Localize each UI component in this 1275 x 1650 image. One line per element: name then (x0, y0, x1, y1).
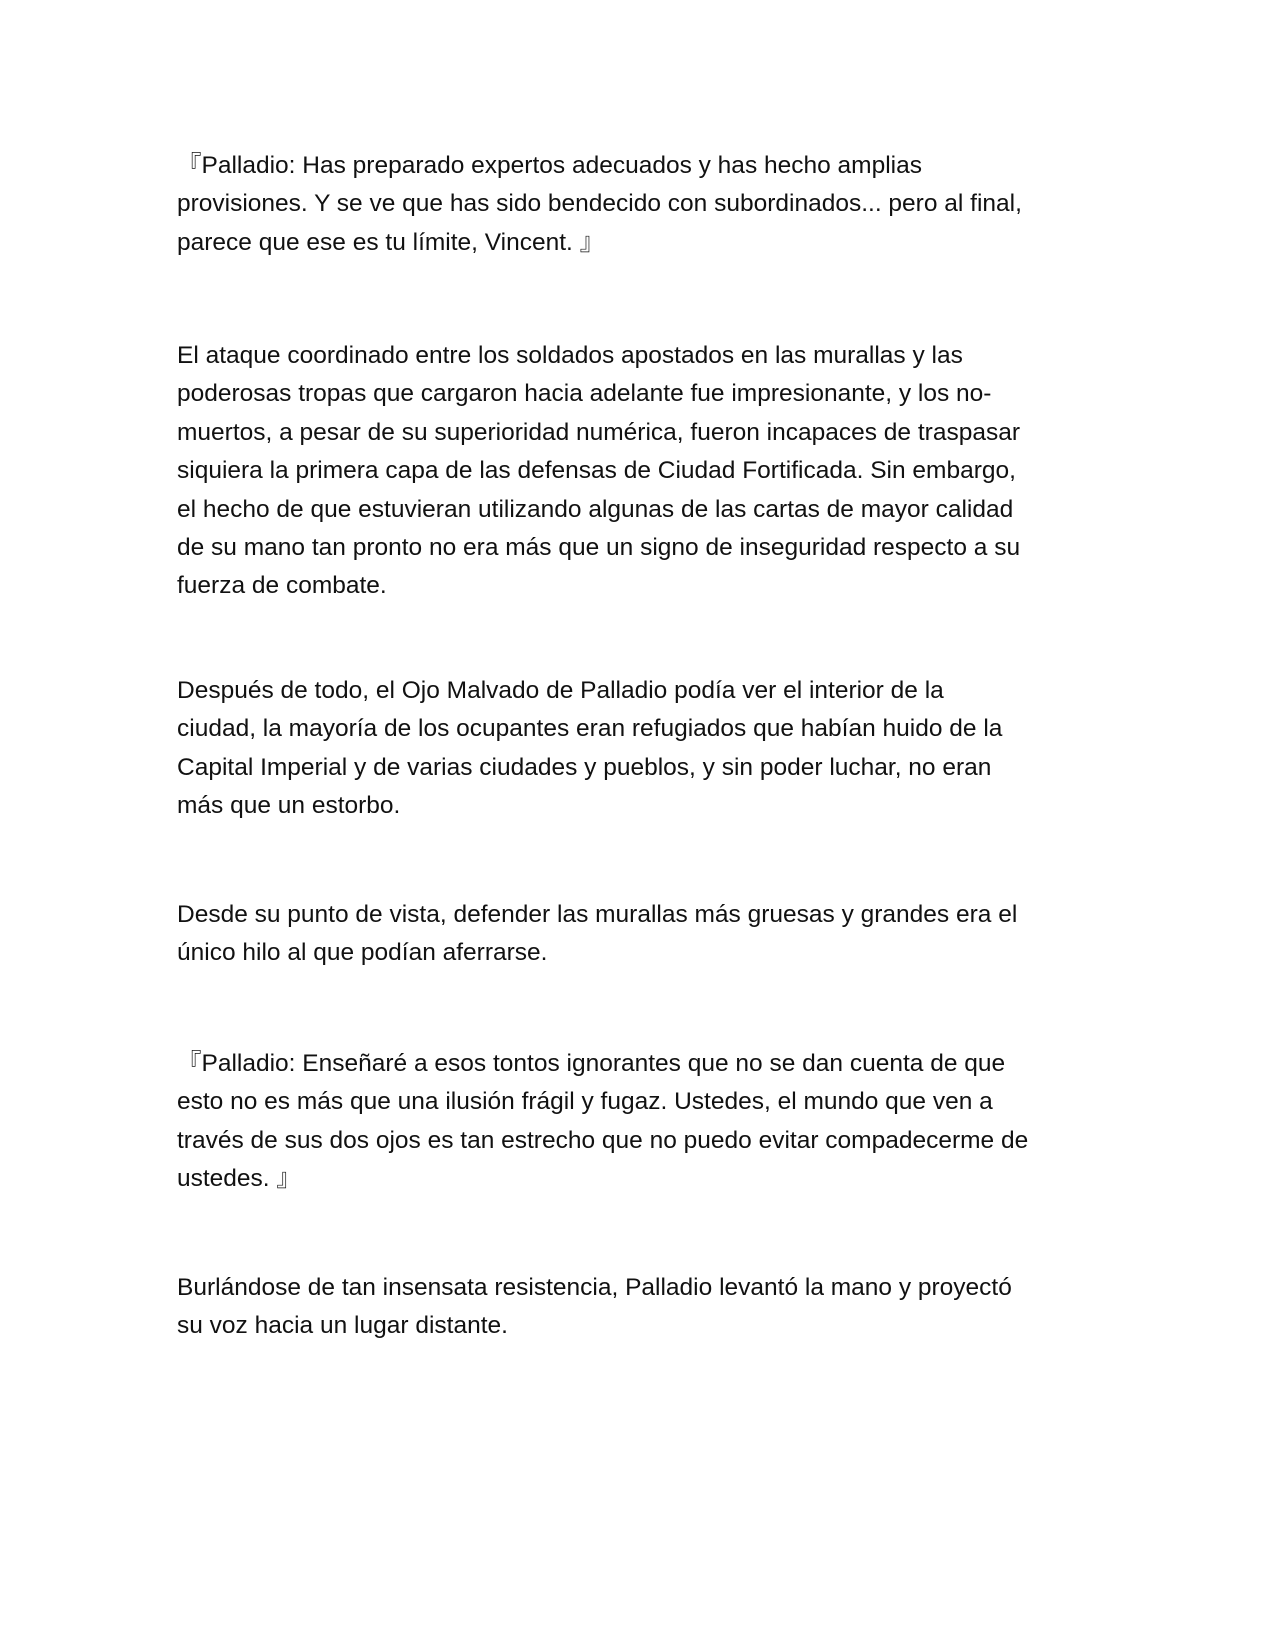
paragraph-narration-1: El ataque coordinado entre los soldados apostados en las murallas y las poderosas tropas que cargaron hacia adelante fue impresionante, y los no- muertos, a pesar de su superioridad numérica, fueron incapaces de traspasar siquiera la primera capa de las defensas de Ciudad Fortificada. Sin embargo, el hecho de que estuvieran utilizando algunas de las cartas de mayor calidad de su mano tan pronto no era más que un signo de inseguridad respecto a su fuerza de combate. (177, 342, 1021, 600)
paragraph-dialogue-1: 『Palladio: Has preparado expertos adecuados y has hecho amplias provisiones. Y se ve que has sido bendecido con subordinados... pero al final, parece que ese es tu límite, Vincent. 』 (177, 152, 1022, 256)
paragraph-narration-4: Burlándose de tan insensata resistencia, Palladio levantó la mano y proyectó su voz hacia un lugar distante. (177, 1274, 1012, 1340)
paragraph-narration-3: Desde su punto de vista, defender las murallas más gruesas y grandes era el único hilo al que podían aferrarse. (177, 901, 1018, 967)
paragraph-dialogue-2: 『Palladio: Enseñaré a esos tontos ignorantes que no se dan cuenta de que esto no es más que una ilusión frágil y fugaz. Ustedes, el mundo que ven a través de sus dos ojos es tan estrecho que no puedo evitar compadecerme de ustedes. 』 (177, 1050, 1029, 1193)
paragraph-narration-2: Después de todo, el Ojo Malvado de Palladio podía ver el interior de la ciudad, la mayoría de los ocupantes eran refugiados que habían huido de la Capital Imperial y de varias ciudades y pueblos, y sin poder luchar, no eran más que un estorbo. (177, 677, 1003, 820)
